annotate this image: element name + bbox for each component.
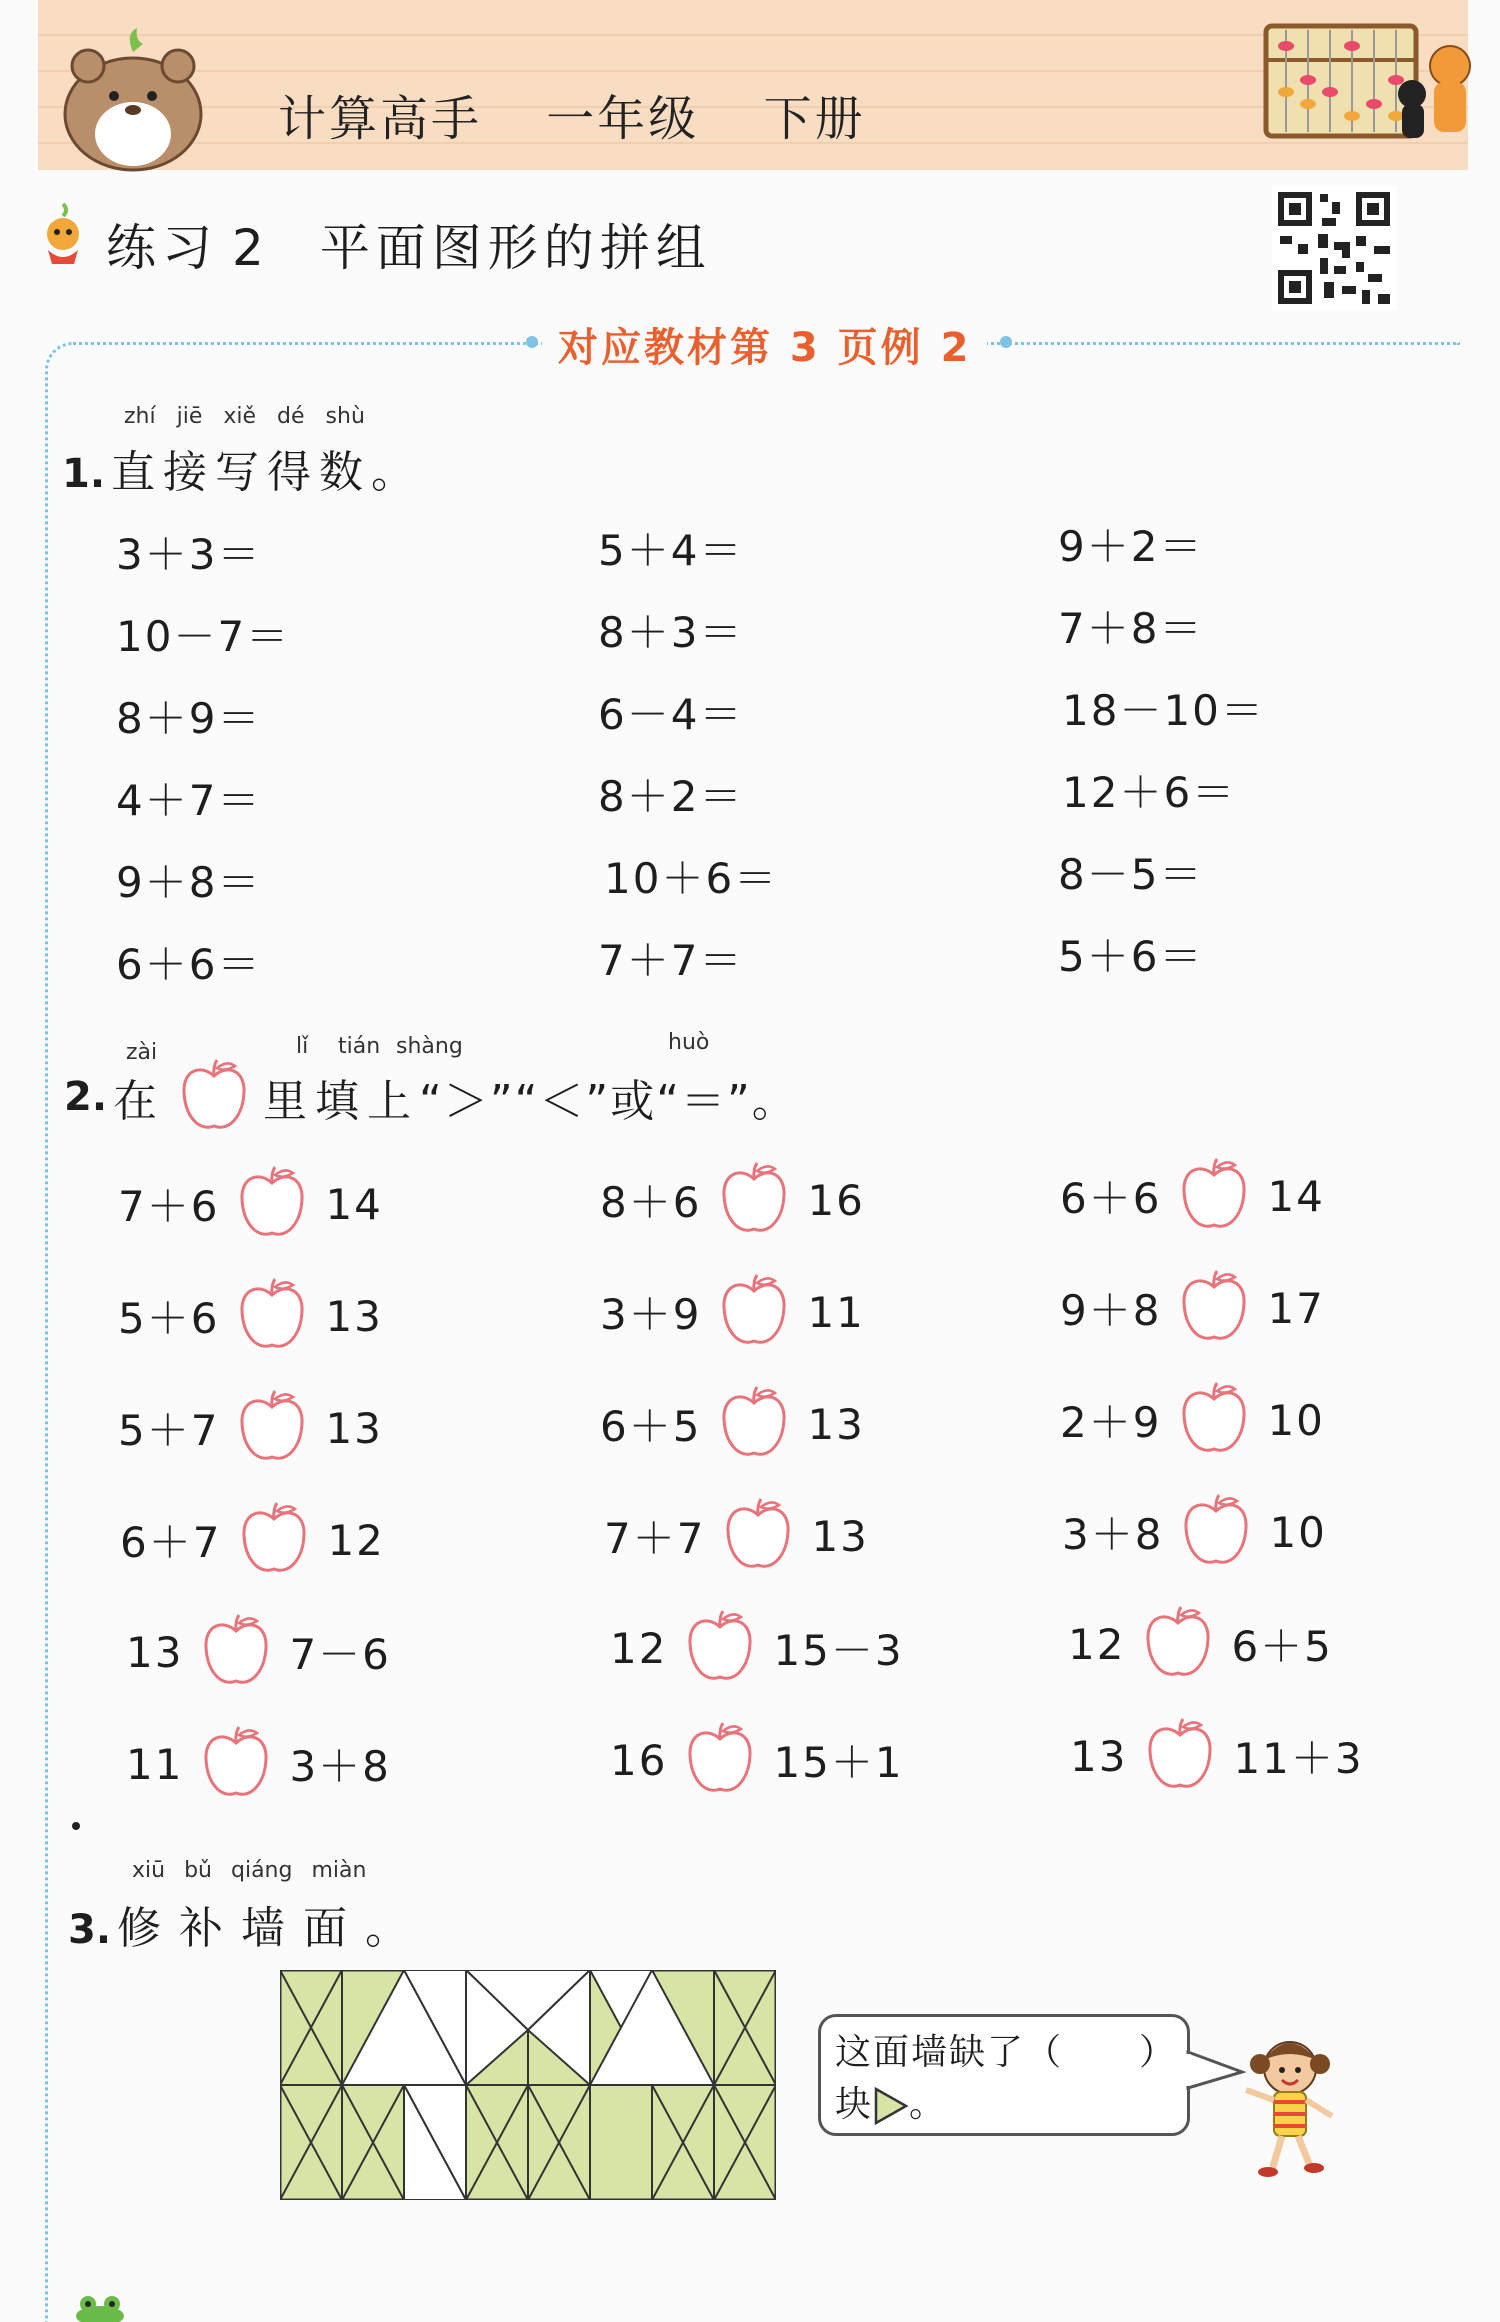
lesson-name: 平面图形的拼组 bbox=[319, 219, 712, 277]
page-header-band bbox=[38, 0, 1468, 170]
bubble-question-line1: 这面墙缺了（ ） bbox=[835, 2032, 1178, 2073]
apple-answer-box[interactable] bbox=[1179, 1381, 1249, 1459]
apple-answer-box[interactable] bbox=[239, 1501, 309, 1579]
lesson-mascot-icon bbox=[40, 200, 86, 270]
compare-item: 16 15＋1 bbox=[610, 1720, 904, 1800]
q2-pinyin-li: lǐ bbox=[296, 1034, 309, 1059]
q2-pinyin-shang: shàng bbox=[396, 1034, 463, 1059]
compare-item: 11 3＋8 bbox=[126, 1724, 391, 1804]
q1-pinyin: zhí jiē xiě dé shù bbox=[124, 404, 365, 429]
bubble-question-line2: 块 。 bbox=[835, 2084, 948, 2125]
girl-character-icon bbox=[1232, 2030, 1342, 2180]
compare-item: 8＋6 16 bbox=[600, 1160, 865, 1240]
lesson-title bbox=[106, 208, 712, 280]
apple-answer-box[interactable] bbox=[685, 1721, 755, 1799]
frog-icon bbox=[72, 2294, 128, 2322]
q2-pinyin-zai: zài bbox=[126, 1040, 158, 1065]
q1-title bbox=[62, 436, 423, 500]
q1-expr: 7＋8＝ bbox=[1058, 604, 1204, 653]
apple-answer-box[interactable] bbox=[685, 1609, 755, 1687]
q2-pinyin-huo: huò bbox=[668, 1030, 710, 1055]
apple-answer-box[interactable] bbox=[1143, 1605, 1213, 1683]
q2-number: 2. bbox=[64, 1074, 108, 1120]
qr-code-icon[interactable] bbox=[1272, 186, 1396, 310]
q1-instruction: 直接写得数。 bbox=[111, 447, 424, 498]
compare-item: 5＋6 13 bbox=[118, 1276, 383, 1356]
q1-expr: 6＋6＝ bbox=[116, 940, 262, 989]
compare-item: 13 11＋3 bbox=[1070, 1716, 1364, 1796]
apple-answer-box[interactable] bbox=[719, 1273, 789, 1351]
q2-title-a: 在 bbox=[113, 1076, 166, 1127]
q1-number: 1. bbox=[62, 451, 106, 497]
compare-item: 5＋7 13 bbox=[118, 1388, 383, 1468]
q1-expr: 10－7＝ bbox=[116, 612, 291, 661]
q1-expr: 6－4＝ bbox=[598, 690, 744, 739]
wall-diagram bbox=[280, 1970, 776, 2200]
compare-item: 3＋8 10 bbox=[1062, 1492, 1327, 1572]
q1-expr: 7＋7＝ bbox=[598, 936, 744, 985]
q1-expr: 8＋9＝ bbox=[116, 694, 262, 743]
compare-item: 6＋7 12 bbox=[120, 1500, 385, 1580]
q1-expr: 3＋3＝ bbox=[116, 530, 262, 579]
lesson-prefix: 练习 bbox=[106, 219, 218, 277]
compare-item: 2＋9 10 bbox=[1060, 1380, 1325, 1460]
apple-answer-box[interactable] bbox=[201, 1725, 271, 1803]
q1-expr: 18－10＝ bbox=[1062, 686, 1265, 735]
q2-pinyin-tian: tián bbox=[338, 1034, 381, 1059]
q1-expr: 8－5＝ bbox=[1058, 850, 1204, 899]
q1-expr: 8＋3＝ bbox=[598, 608, 744, 657]
q3-title bbox=[68, 1892, 427, 1956]
triangle-piece-icon bbox=[873, 2086, 909, 2126]
q1-expr: 9＋2＝ bbox=[1058, 522, 1204, 571]
apple-answer-box[interactable] bbox=[237, 1389, 307, 1467]
apple-answer-box[interactable] bbox=[719, 1385, 789, 1463]
frame-dot-right bbox=[1000, 336, 1012, 348]
header-title bbox=[278, 80, 912, 149]
speech-bubble bbox=[818, 2014, 1190, 2136]
bear-mascot-icon bbox=[48, 22, 218, 172]
header-volume: 下册 bbox=[763, 91, 866, 147]
compare-item: 13 7－6 bbox=[126, 1612, 391, 1692]
q1-expr: 8＋2＝ bbox=[598, 772, 744, 821]
compare-item: 12 15－3 bbox=[610, 1608, 904, 1688]
compare-item: 7＋7 13 bbox=[604, 1496, 869, 1576]
lesson-number: 2 bbox=[232, 219, 270, 277]
apple-answer-box[interactable] bbox=[237, 1277, 307, 1355]
q2-title-c: “＞”“＜”或“＝”。 bbox=[419, 1076, 798, 1127]
compare-item: 3＋9 11 bbox=[600, 1272, 865, 1352]
compare-item: 6＋6 14 bbox=[1060, 1156, 1325, 1236]
textbook-reference: 对应教材第 3 页例 2 bbox=[542, 316, 987, 373]
q1-expr: 5＋4＝ bbox=[598, 526, 744, 575]
apple-answer-box[interactable] bbox=[719, 1161, 789, 1239]
q3-pinyin: xiū bǔ qiáng miàn bbox=[132, 1858, 367, 1883]
compare-item: 7＋6 14 bbox=[118, 1164, 383, 1244]
frame-dot-left bbox=[526, 336, 538, 348]
abacus-cat-icon bbox=[1262, 20, 1472, 148]
header-grade: 一年级 bbox=[546, 91, 700, 147]
compare-item: 6＋5 13 bbox=[600, 1384, 865, 1464]
q3-number: 3. bbox=[68, 1907, 112, 1953]
q1-expr: 4＋7＝ bbox=[116, 776, 262, 825]
q1-expr: 10＋6＝ bbox=[604, 854, 779, 903]
apple-answer-box[interactable] bbox=[201, 1613, 271, 1691]
q1-expr: 5＋6＝ bbox=[1058, 932, 1204, 981]
compare-item: 12 6＋5 bbox=[1068, 1604, 1333, 1684]
q2-title-b: 里填上 bbox=[263, 1076, 420, 1127]
apple-icon bbox=[179, 1058, 249, 1136]
header-book-name: 计算高手 bbox=[278, 91, 483, 147]
q1-expr: 12＋6＝ bbox=[1062, 768, 1237, 817]
apple-answer-box[interactable] bbox=[1179, 1269, 1249, 1347]
apple-answer-box[interactable] bbox=[1179, 1157, 1249, 1235]
apple-answer-box[interactable] bbox=[1145, 1717, 1215, 1795]
apple-answer-box[interactable] bbox=[723, 1497, 793, 1575]
q3-instruction: 修补墙面。 bbox=[117, 1903, 428, 1954]
apple-answer-box[interactable] bbox=[1181, 1493, 1251, 1571]
apple-answer-box[interactable] bbox=[237, 1165, 307, 1243]
q1-expr: 9＋8＝ bbox=[116, 858, 262, 907]
stray-dot bbox=[72, 1822, 80, 1830]
compare-item: 9＋8 17 bbox=[1060, 1268, 1325, 1348]
q2-title bbox=[64, 1058, 798, 1136]
